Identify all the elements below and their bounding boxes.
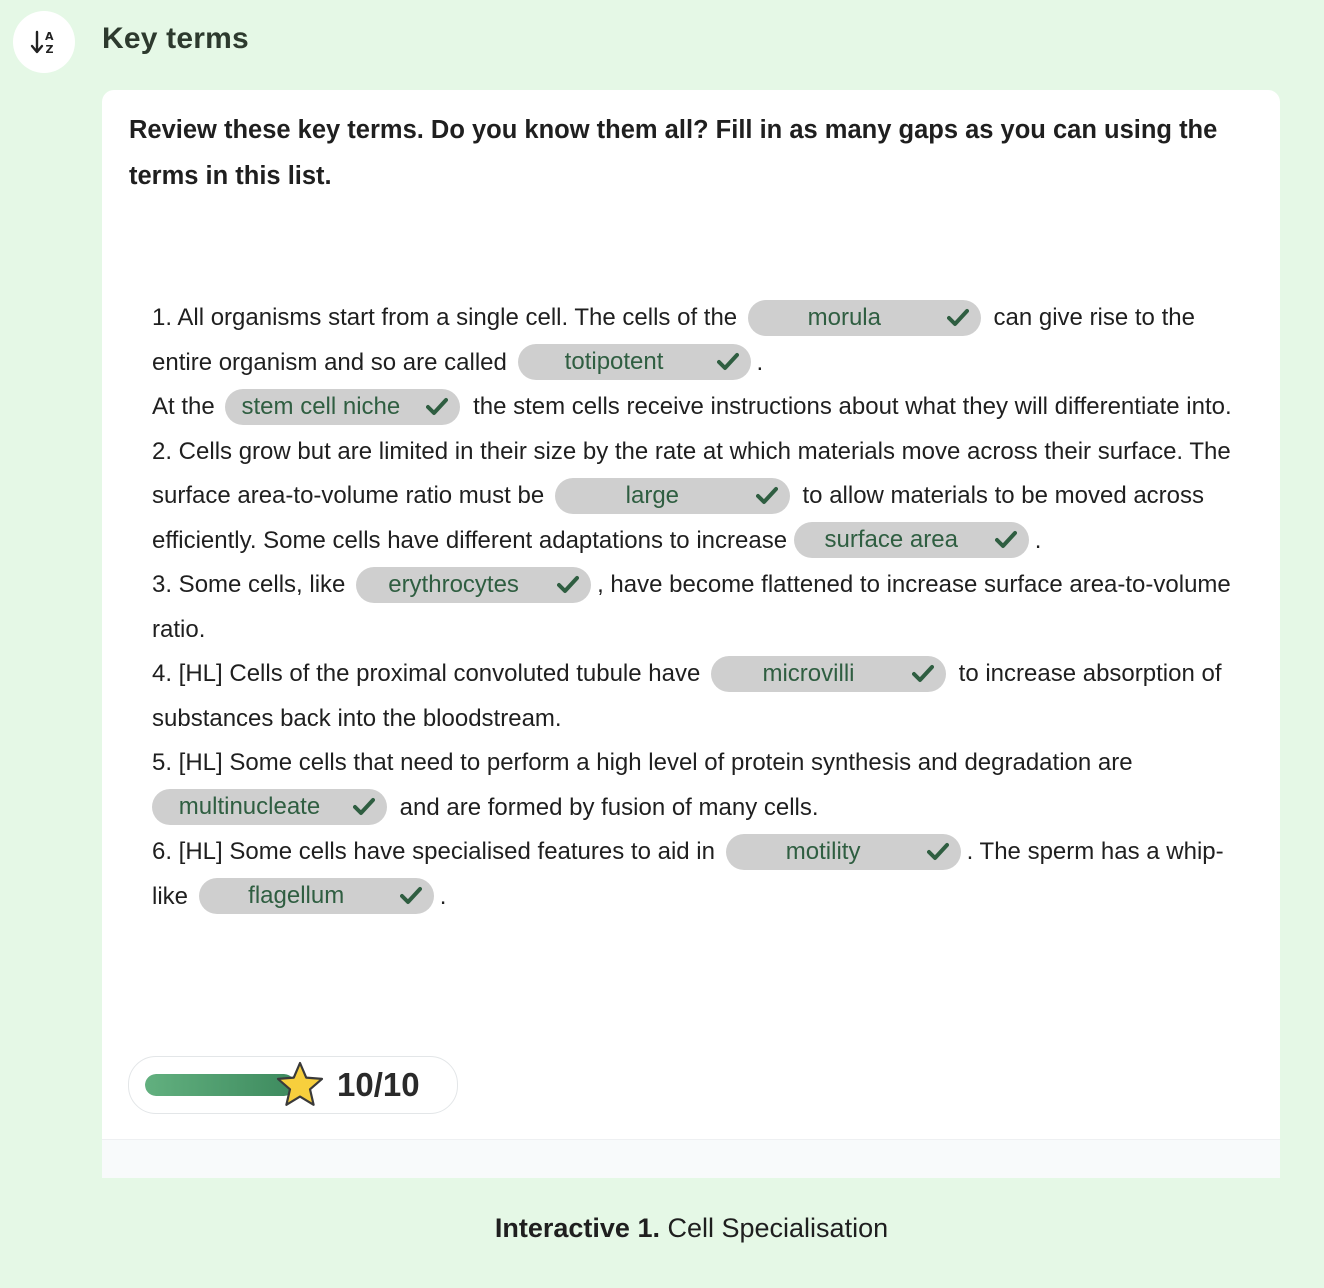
gap-answer-flagellum[interactable]	[199, 878, 434, 914]
passage-text: 1. All organisms start from a single cell. The cells of the	[152, 304, 738, 331]
gap-answer-text: erythrocytes	[388, 570, 519, 598]
fill-in-passage	[152, 296, 1242, 919]
passage-text: to allow materials to be moved across efficiently. Some cells have different adaptations to increase	[152, 482, 1205, 554]
passage-text: , have become flattened to increase surface area-to-volume ratio.	[152, 571, 1231, 643]
passage-text: 3. Some cells, like	[152, 571, 346, 598]
gap-answer-stem-cell-niche[interactable]	[225, 389, 460, 425]
score-progress-fill	[145, 1074, 295, 1096]
gap-answer-text: stem cell niche	[241, 392, 401, 420]
sort-az-icon	[29, 27, 59, 57]
gap-answer-erythrocytes[interactable]	[356, 567, 591, 603]
check-icon	[353, 797, 375, 817]
check-icon	[947, 308, 969, 328]
score-progress-bar	[145, 1074, 295, 1096]
passage-text: . The sperm has a whip-like	[152, 838, 1224, 910]
check-icon	[756, 486, 778, 506]
gap-answer-morula[interactable]	[748, 300, 981, 336]
passage-text: 5. [HL] Some cells that need to perform a high level of protein synthesis and degradation are	[152, 749, 1133, 776]
gap-answer-text: microvilli	[762, 659, 855, 687]
svg-text:A: A	[45, 30, 54, 43]
passage-text: .	[439, 882, 447, 910]
check-icon	[912, 664, 934, 684]
passage-text: 6. [HL] Some cells have specialised features to aid in	[152, 838, 715, 865]
gap-answer-text: multinucleate	[178, 793, 321, 821]
instructions-text: Review these key terms. Do you know them all? Fill in as many gaps as you can using the terms in this list.	[129, 116, 1218, 190]
gap-answer-totipotent[interactable]	[518, 344, 751, 380]
passage-text: to increase absorption of substances back into the bloodstream.	[152, 660, 1222, 732]
sort-button[interactable]	[13, 11, 75, 73]
gap-answer-text: surface area	[824, 526, 958, 554]
gap-answer-text: morula	[807, 303, 881, 331]
passage-text: 4. [HL] Cells of the proximal convoluted tubule have	[152, 660, 701, 687]
passage-text: .	[1034, 526, 1042, 554]
check-icon	[426, 397, 448, 417]
check-icon	[400, 886, 422, 906]
gap-answer-large[interactable]	[555, 478, 790, 514]
passage-text: .	[756, 348, 764, 376]
caption-title: Cell Specialisation	[667, 1213, 889, 1243]
caption-label: Interactive 1.	[494, 1213, 660, 1243]
section-header	[0, 0, 1324, 86]
score-indicator	[128, 1056, 458, 1114]
svg-text:Z: Z	[45, 43, 54, 56]
passage-text: can give rise to the entire organism and so are called	[152, 304, 1195, 376]
figure-caption	[0, 1213, 1324, 1244]
gap-answer-text: flagellum	[248, 882, 345, 910]
activity-card	[102, 90, 1280, 1178]
gap-answer-motility[interactable]	[726, 834, 961, 870]
passage-text: the stem cells receive instructions about what they will differentiate into.	[473, 393, 1232, 420]
gap-answer-text: large	[625, 481, 680, 509]
star-icon	[275, 1060, 325, 1110]
section-title: Key terms	[102, 22, 249, 55]
card-footer	[102, 1139, 1280, 1178]
check-icon	[557, 575, 579, 595]
gap-answer-text: totipotent	[564, 348, 664, 376]
passage-text: and are formed by fusion of many cells.	[399, 793, 819, 821]
check-icon	[927, 842, 949, 862]
gap-answer-surface-area[interactable]	[794, 522, 1029, 558]
check-icon	[995, 530, 1017, 550]
check-icon	[717, 352, 739, 372]
score-text: 10/10	[337, 1066, 420, 1103]
gap-answer-multinucleate[interactable]	[152, 789, 387, 825]
gap-answer-microvilli[interactable]	[711, 656, 946, 692]
passage-text: At the	[152, 393, 215, 420]
passage-text: 2. Cells grow but are limited in their size by the rate at which materials move across their surface. The surface area-to-volume ratio must be	[152, 437, 1231, 509]
gap-answer-text: motility	[785, 837, 861, 865]
